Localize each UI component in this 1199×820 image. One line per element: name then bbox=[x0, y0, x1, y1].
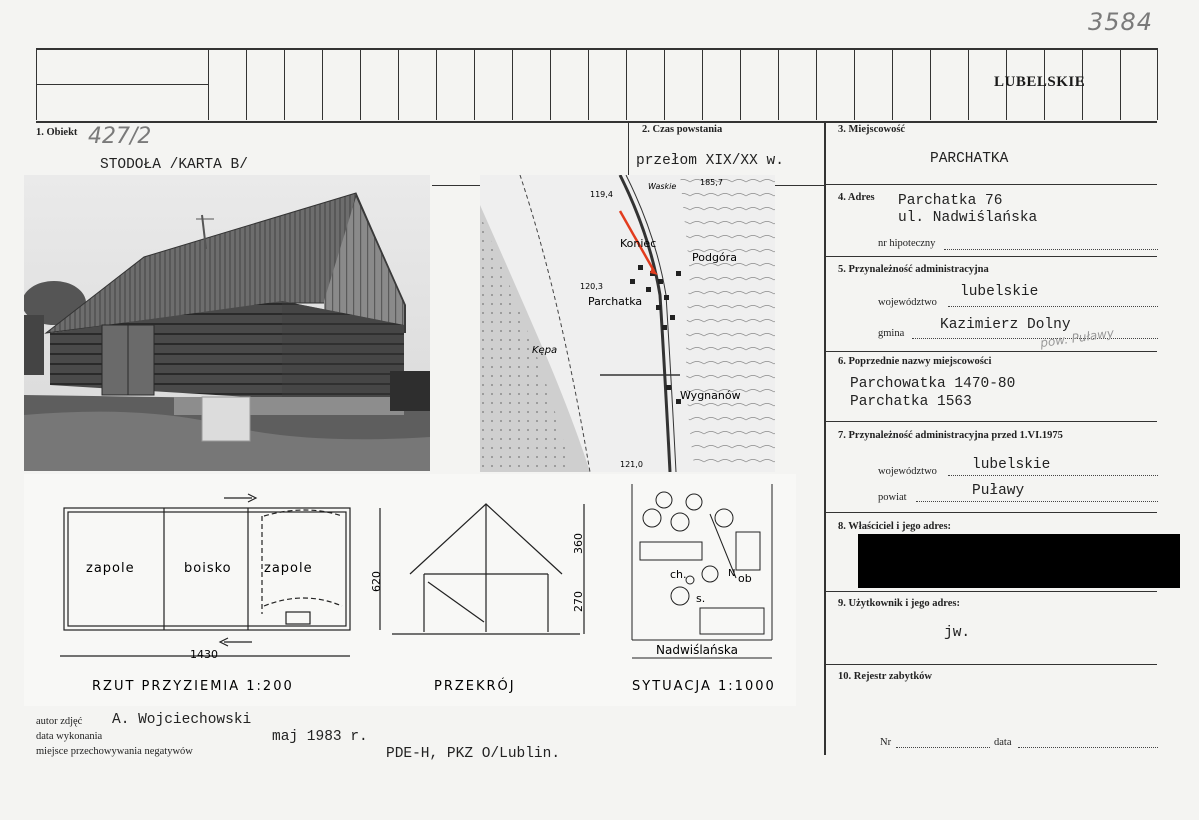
plan-depth: 620 bbox=[370, 571, 383, 592]
date-built-label: 2. Czas powstania bbox=[642, 124, 723, 135]
place-value: PARCHATKA bbox=[930, 151, 1009, 167]
room-left: zapole bbox=[86, 561, 135, 576]
register-nr-dots bbox=[896, 747, 990, 748]
date-built-value: przełom XIX/XX w. bbox=[636, 153, 784, 169]
rule-r5 bbox=[824, 512, 1157, 513]
header-cell-divider bbox=[322, 48, 323, 120]
drawings-panel bbox=[24, 474, 796, 706]
admin-before-voiv: lubelskie bbox=[972, 457, 1051, 473]
header-cell-divider bbox=[360, 48, 361, 120]
admin-label: 5. Przynależność administracyjna bbox=[838, 264, 989, 275]
author-value: A. Wojciechowski bbox=[112, 712, 252, 728]
address-line2: ul. Nadwiślańska bbox=[898, 210, 1038, 226]
object-value: STODOŁA /KARTA B/ bbox=[100, 157, 248, 173]
rule-r1 bbox=[824, 184, 1157, 185]
header-cell-divider bbox=[892, 48, 893, 120]
map-height-2: 185,7 bbox=[700, 178, 723, 187]
header-cell-divider bbox=[512, 48, 513, 120]
header-cell-divider bbox=[740, 48, 741, 120]
mortgage-dots bbox=[944, 249, 1158, 250]
site-label-s: s. bbox=[696, 592, 706, 605]
map-label-kepa: Kępa bbox=[532, 345, 558, 356]
storage-label: miejsce przechowywania negatywów bbox=[36, 746, 193, 757]
register-label: 10. Rejestr zabytków bbox=[838, 671, 932, 682]
map-height-1: 119,4 bbox=[590, 190, 613, 199]
admin-voiv-label: województwo bbox=[878, 297, 937, 308]
header-cell-divider bbox=[626, 48, 627, 120]
register-nr-label: Nr bbox=[880, 737, 892, 748]
room-mid: boisko bbox=[184, 561, 232, 576]
caption-plan: RZUT PRZYZIEMIA 1:200 bbox=[92, 679, 294, 694]
rule-r3 bbox=[824, 351, 1157, 352]
header-cell-divider bbox=[816, 48, 817, 120]
address-label: 4. Adres bbox=[838, 192, 875, 203]
caption-site: SYTUACJA 1:1000 bbox=[632, 679, 776, 694]
north-arrow-label: N bbox=[728, 568, 736, 579]
header-top-rule bbox=[36, 48, 1157, 50]
region-title: LUBELSKIE bbox=[994, 74, 1086, 90]
site-label-ch: ch. bbox=[670, 568, 687, 581]
header-cell-divider bbox=[436, 48, 437, 120]
archive-number: 3584 bbox=[1088, 8, 1154, 36]
admin-before-label: 7. Przynależność administracyjna przed 1.VI.1975 bbox=[838, 430, 1063, 441]
header-mid-rule bbox=[36, 84, 208, 85]
address-line1: Parchatka 76 bbox=[898, 193, 1003, 209]
caption-section: PRZEKRÓJ bbox=[434, 679, 516, 694]
former-name1: Parchowatka 1470-80 bbox=[850, 376, 1016, 392]
header-cell-divider bbox=[398, 48, 399, 120]
admin-note: pow. Puławy bbox=[1039, 325, 1115, 351]
header-cell-divider bbox=[930, 48, 931, 120]
admin-gmina: Kazimierz Dolny bbox=[940, 317, 1071, 333]
section-bottom: 270 bbox=[572, 591, 585, 612]
site-street: Nadwiślańska bbox=[656, 643, 738, 657]
header-cell-divider bbox=[36, 48, 37, 120]
rule-r4 bbox=[824, 421, 1157, 422]
mortgage-label: nr hipoteczny bbox=[878, 238, 936, 249]
header-cell-divider bbox=[968, 48, 969, 120]
header-cell-divider bbox=[246, 48, 247, 120]
header-cell-divider bbox=[778, 48, 779, 120]
place-label: 3. Miejscowość bbox=[838, 124, 906, 135]
header-cell-divider bbox=[588, 48, 589, 120]
admin-gmina-label: gmina bbox=[878, 328, 905, 339]
map-label-podgora: Podgóra bbox=[692, 251, 737, 264]
user-value: jw. bbox=[944, 625, 971, 641]
admin-voiv-dots bbox=[948, 306, 1158, 307]
rule-r6 bbox=[824, 591, 1157, 592]
header-cell-divider bbox=[664, 48, 665, 120]
admin-before-voiv-label: województwo bbox=[878, 466, 937, 477]
plan-width: 1430 bbox=[190, 648, 218, 661]
admin-before-powiat: Puławy bbox=[972, 483, 1025, 499]
map-height-4: 121,0 bbox=[620, 460, 643, 469]
admin-before-powiat-dots bbox=[916, 501, 1158, 502]
header-cell-divider bbox=[208, 48, 209, 120]
date-value: maj 1983 r. bbox=[272, 729, 368, 745]
section-top: 360 bbox=[572, 533, 585, 554]
object-label: 1. Obiekt bbox=[36, 127, 78, 138]
map-label-koniec: Koniec bbox=[620, 237, 657, 250]
header-bottom-rule bbox=[36, 121, 1157, 123]
header-cell-divider bbox=[854, 48, 855, 120]
room-right: zapole bbox=[264, 561, 313, 576]
map-label-waskie: Waskie bbox=[648, 182, 677, 191]
site-label-ob: ob bbox=[738, 572, 752, 585]
header-cell-divider bbox=[474, 48, 475, 120]
map-height-3: 120,3 bbox=[580, 282, 603, 291]
register-date-dots bbox=[1018, 747, 1158, 748]
former-names-label: 6. Poprzednie nazwy miejscowości bbox=[838, 356, 992, 367]
admin-before-powiat-label: powiat bbox=[878, 492, 907, 503]
admin-before-voiv-dots bbox=[948, 475, 1158, 476]
header-cell-divider bbox=[1157, 48, 1158, 120]
header-cell-divider bbox=[550, 48, 551, 120]
author-label: autor zdjęć bbox=[36, 716, 83, 727]
admin-gmina-dots bbox=[912, 338, 1158, 339]
user-label: 9. Użytkownik i jego adres: bbox=[838, 598, 961, 609]
owner-label: 8. Właściciel i jego adres: bbox=[838, 521, 952, 532]
storage-value: PDE-H, PKZ O/Lublin. bbox=[386, 746, 561, 762]
map-label-wygnanow: Wygnanów bbox=[680, 389, 741, 402]
map-label-parchatka: Parchatka bbox=[588, 295, 643, 308]
former-name2: Parchatka 1563 bbox=[850, 394, 972, 410]
register-date-label: data bbox=[994, 737, 1012, 748]
header-cell-divider bbox=[1120, 48, 1121, 120]
header-cell-divider bbox=[284, 48, 285, 120]
rule-r7 bbox=[824, 664, 1157, 665]
header-cell-divider bbox=[702, 48, 703, 120]
admin-voiv: lubelskie bbox=[960, 284, 1039, 300]
barn-photo bbox=[24, 175, 430, 471]
right-column-rule bbox=[824, 121, 826, 755]
object-number: 427/2 bbox=[88, 124, 152, 149]
redaction-block bbox=[858, 534, 1180, 588]
rule-r2 bbox=[824, 256, 1157, 257]
location-map bbox=[480, 175, 775, 472]
date-label: data wykonania bbox=[36, 731, 103, 742]
